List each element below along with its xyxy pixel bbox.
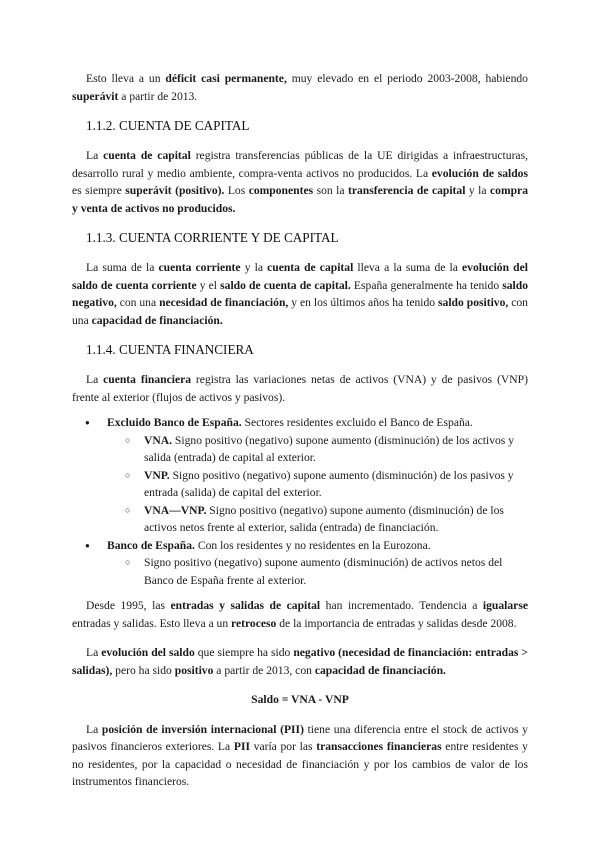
bold-text: positivo [174, 663, 214, 677]
text: registra transferencias públicas de la UE dirigidas a infraestructuras, desarrollo rural y medio ambiente, compra-venta activos no producidos. La [72, 149, 528, 180]
text: Esto lleva a un [86, 72, 166, 85]
text: y el [196, 278, 221, 292]
sub-list-item [107, 502, 528, 537]
bullet-list [72, 414, 528, 589]
paragraph-cuenta-financiera [72, 371, 528, 406]
text: Sectores residentes excluido el Banco de España. [241, 416, 473, 429]
text: Signo positivo (negativo) supone aumento (disminución) de los activos netos frente al exterior, salida (entrada) de financiación. [144, 503, 504, 534]
paragraph-pii [72, 721, 528, 791]
heading-cuenta-capital: 1.1.2. CUENTA DE CAPITAL [86, 118, 250, 133]
paragraph-cuenta-capital [72, 147, 528, 217]
list-item-banco-espana [72, 537, 528, 590]
bold-text: negativo (necesidad de financiación: entradas > salidas), [72, 646, 528, 677]
text: a partir de 2013. [118, 89, 198, 103]
bold-text: superávit [72, 89, 119, 103]
text: y en los últimos años ha tenido [288, 296, 439, 309]
bold-text: saldo de cuenta de capital. [220, 278, 351, 292]
bold-text: Excluido Banco de España. [107, 416, 242, 429]
text: La suma de la [86, 261, 159, 274]
sub-list [107, 432, 528, 537]
text: con una [116, 296, 160, 309]
heading-cuenta-corriente-capital: 1.1.3. CUENTA CORRIENTE Y DE CAPITAL [86, 230, 339, 245]
text: con una [72, 296, 528, 327]
text: registra las variaciones netas de activos (VNA) y de pasivos (VNP) frente al exterior (flujos de activos y pasivos). [72, 373, 528, 404]
bold-text: evolución del saldo [101, 646, 195, 659]
bold-text: evolución del saldo de cuenta corriente [72, 261, 528, 292]
bold-text: capacidad de financiación. [314, 663, 446, 677]
text: entradas y salidas. Esto lleva a un [72, 616, 232, 630]
text: La [86, 373, 104, 386]
bold-text: VNA. [144, 433, 173, 447]
paragraph-cuenta-corriente-capital [72, 259, 528, 329]
text: La [86, 149, 104, 162]
bold-text: saldo negativo, [72, 278, 529, 309]
text: de la importancia de entradas y salidas desde 2008. [276, 616, 517, 630]
bold-text: componentes [248, 184, 314, 197]
text: lleva a la suma de la [353, 261, 463, 274]
text: varía por las [249, 740, 317, 753]
bold-text: saldo positivo, [438, 296, 509, 309]
bold-text: superávit (positivo). [125, 184, 225, 197]
bold-text: cuenta financiera [103, 373, 192, 386]
text: Desde 1995, las [86, 599, 171, 612]
text: son la [313, 184, 348, 197]
text: La [86, 722, 102, 736]
bold-text: necesidad de financiación, [159, 296, 289, 309]
text: es siempre [72, 184, 126, 197]
bold-text: posición de inversión internacional (PII) [101, 722, 304, 736]
text: pero ha sido [112, 663, 175, 677]
sub-list-item [107, 432, 528, 467]
paragraph-entradas-salidas [72, 597, 528, 632]
bold-text: VNA—VNP. [144, 503, 207, 517]
sub-list [107, 554, 528, 589]
bold-text: entradas y salidas de capital [170, 599, 321, 612]
bold-text: compra y venta de activos no producidos. [72, 184, 528, 215]
bold-text: transacciones financieras [316, 740, 442, 753]
bold-text: retroceso [231, 616, 277, 630]
paragraph-evolucion-saldo [72, 644, 528, 679]
bold-text: igualarse [482, 599, 528, 612]
text: Signo positivo (negativo) supone aumento (disminución) de los pasivos y entrada (salida) de capital del exterior. [144, 468, 514, 499]
text: España generalmente ha tenido [350, 278, 503, 292]
text: entre residentes y no residentes, por la capacidad o necesidad de financiación y por los cambios de valor de los instrumentos financieros. [72, 740, 528, 788]
paragraph-deficit [72, 70, 528, 105]
text: y la [240, 261, 268, 274]
text: y la [465, 184, 490, 197]
bold-text: déficit casi permanente, [165, 72, 287, 85]
heading-cuenta-financiera: 1.1.4. CUENTA FINANCIERA [86, 342, 254, 357]
bold-text: PII [233, 740, 250, 753]
bold-text: evolución de saldos [431, 166, 528, 180]
text: Signo positivo (negativo) supone aumento (disminución) de activos netos del Banco de España frente al exterior. [144, 556, 503, 587]
bold-text: cuenta de capital [103, 149, 191, 162]
text: que siempre ha sido [194, 646, 294, 659]
sub-list-item [107, 467, 528, 502]
bold-text: VNP. [144, 468, 170, 482]
sub-list-item [107, 554, 528, 589]
text: Los [224, 184, 249, 197]
text: han incrementado. Tendencia a [320, 599, 483, 612]
text: muy elevado en el periodo 2003-2008, habiendo [286, 72, 528, 85]
text: a partir de 2013, con [213, 663, 315, 677]
text: Signo positivo (negativo) supone aumento (disminución) de los activos y salida (entrada) de capital al exterior. [144, 433, 515, 464]
bold-text: transferencia de capital [347, 184, 466, 197]
bold-text: cuenta corriente [158, 261, 241, 274]
bold-text: capacidad de financiación. [91, 313, 223, 327]
list-item-excluido-banco [72, 414, 528, 537]
text: La [86, 646, 102, 659]
bold-text: Banco de España. [107, 538, 195, 552]
text: Con los residentes y no residentes en la Eurozona. [194, 538, 431, 552]
formula-saldo: Saldo = VNA - VNP [251, 693, 349, 706]
bold-text: cuenta de capital [267, 261, 354, 274]
text: tiene una diferencia entre el stock de activos y pasivos financieros exteriores. La [72, 722, 528, 753]
